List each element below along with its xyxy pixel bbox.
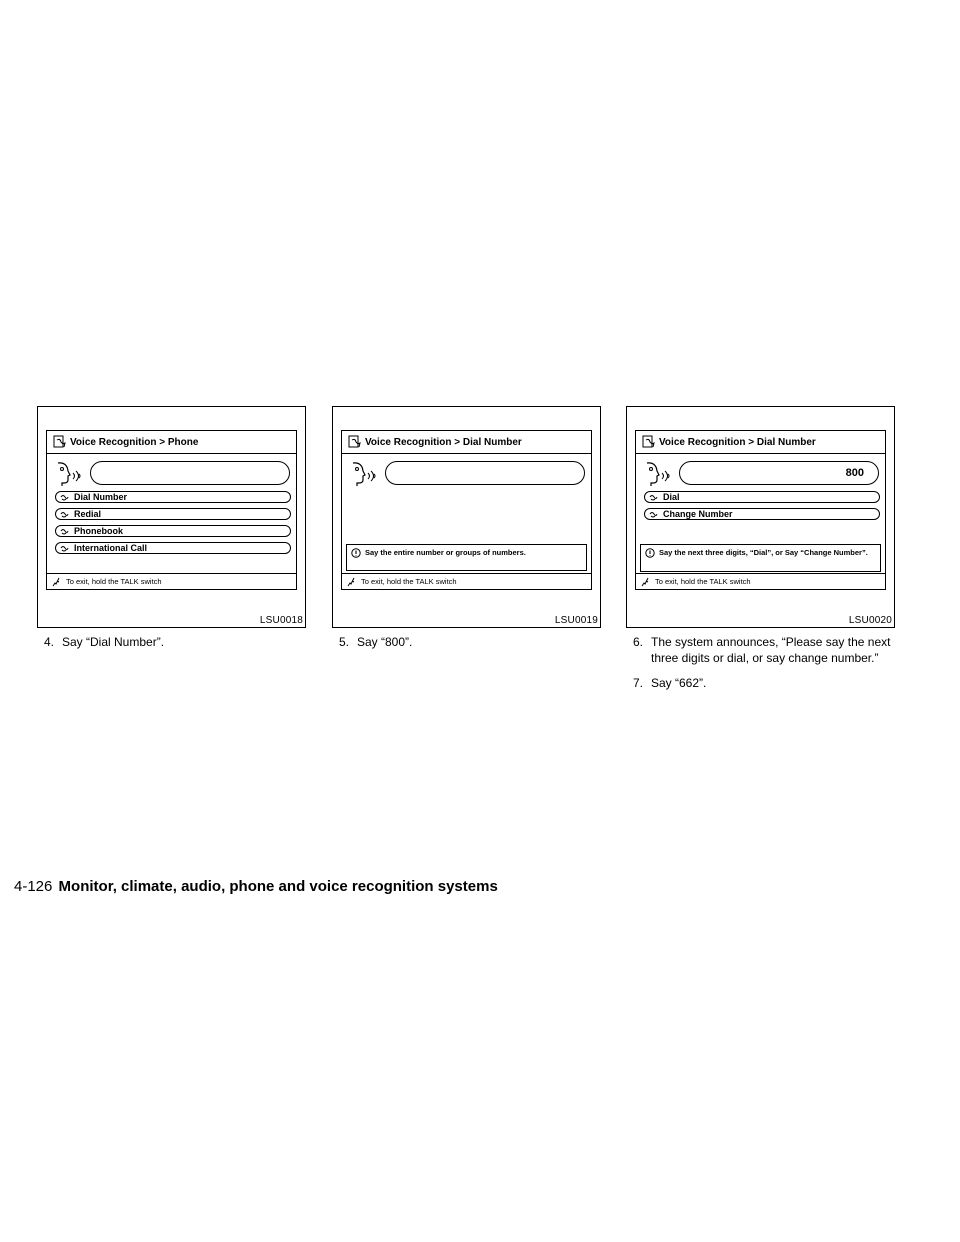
option-list bbox=[55, 491, 291, 559]
option-label: Dial bbox=[663, 491, 680, 502]
speech-display: 800 bbox=[679, 461, 879, 485]
talk-switch-icon bbox=[346, 577, 356, 587]
figure-dial-number bbox=[332, 406, 601, 628]
step-text: Say “800”. bbox=[357, 635, 413, 649]
figure-phone-menu bbox=[37, 406, 306, 628]
step-number: 7. bbox=[633, 676, 644, 690]
speaking-head-icon bbox=[349, 461, 379, 487]
step-text: Say “662”. bbox=[651, 676, 707, 690]
option-phonebook[interactable] bbox=[55, 525, 291, 537]
info-icon bbox=[645, 548, 655, 558]
figure-label: LSU0019 bbox=[554, 615, 598, 626]
step-number: 5. bbox=[339, 635, 350, 649]
hint-text: Say the entire number or groups of numbers. bbox=[365, 548, 526, 557]
screen-dial-number-800 bbox=[635, 430, 886, 590]
figure-label: LSU0020 bbox=[848, 615, 892, 626]
info-icon bbox=[351, 548, 361, 558]
exit-bar bbox=[342, 573, 591, 589]
option-label: Redial bbox=[74, 508, 102, 519]
title-bar bbox=[636, 431, 885, 454]
option-label: International Call bbox=[74, 542, 148, 553]
voice-command-icon bbox=[60, 493, 69, 501]
step-number: 6. bbox=[633, 635, 644, 649]
screen-title: Voice Recognition > Phone bbox=[70, 436, 199, 448]
option-dial[interactable] bbox=[644, 491, 880, 503]
option-change-number[interactable] bbox=[644, 508, 880, 520]
option-redial[interactable] bbox=[55, 508, 291, 520]
option-label: Change Number bbox=[663, 508, 733, 519]
title-bar bbox=[342, 431, 591, 454]
option-list bbox=[644, 491, 880, 525]
option-dial-number[interactable] bbox=[55, 491, 291, 503]
figure-dial-number-800 bbox=[626, 406, 895, 628]
step-text-line-2: three digits or dial, or say change number.” bbox=[651, 651, 879, 665]
option-international-call[interactable] bbox=[55, 542, 291, 554]
voice-recognition-icon bbox=[348, 435, 362, 449]
screen-dial-number bbox=[341, 430, 592, 590]
step-7 bbox=[633, 675, 706, 691]
step-text: Say “Dial Number”. bbox=[62, 635, 165, 649]
step-number: 4. bbox=[44, 635, 55, 649]
exit-bar bbox=[47, 573, 296, 589]
section-title: Monitor, climate, audio, phone and voice recognition systems bbox=[58, 878, 498, 895]
voice-command-icon bbox=[649, 493, 658, 501]
speech-display bbox=[90, 461, 290, 485]
hint-box bbox=[640, 544, 881, 572]
option-label: Phonebook bbox=[74, 525, 123, 536]
option-label: Dial Number bbox=[74, 491, 128, 502]
exit-text: To exit, hold the TALK switch bbox=[66, 577, 162, 586]
title-bar bbox=[47, 431, 296, 454]
talk-switch-icon bbox=[51, 577, 61, 587]
exit-text: To exit, hold the TALK switch bbox=[655, 577, 751, 586]
speaking-head-icon bbox=[643, 461, 673, 487]
voice-command-icon bbox=[649, 510, 658, 518]
exit-bar bbox=[636, 573, 885, 589]
hint-text: Say the next three digits, “Dial”, or Say “Change Number”. bbox=[659, 548, 868, 557]
voice-command-icon bbox=[60, 527, 69, 535]
step-4 bbox=[44, 634, 164, 650]
exit-text: To exit, hold the TALK switch bbox=[361, 577, 457, 586]
voice-recognition-icon bbox=[53, 435, 67, 449]
figure-label: LSU0018 bbox=[259, 615, 303, 626]
step-text-line-1: The system announces, “Please say the next bbox=[651, 635, 891, 649]
step-6 bbox=[633, 634, 890, 666]
page-footer bbox=[14, 878, 498, 895]
voice-command-icon bbox=[60, 544, 69, 552]
speaking-head-icon bbox=[54, 461, 84, 487]
screen-phone-menu bbox=[46, 430, 297, 590]
hint-box bbox=[346, 544, 587, 571]
step-5 bbox=[339, 634, 412, 650]
voice-recognition-icon bbox=[642, 435, 656, 449]
page-number: 4-126 bbox=[14, 878, 53, 895]
voice-command-icon bbox=[60, 510, 69, 518]
screen-title: Voice Recognition > Dial Number bbox=[659, 436, 816, 448]
screen-title: Voice Recognition > Dial Number bbox=[365, 436, 522, 448]
talk-switch-icon bbox=[640, 577, 650, 587]
speech-display bbox=[385, 461, 585, 485]
